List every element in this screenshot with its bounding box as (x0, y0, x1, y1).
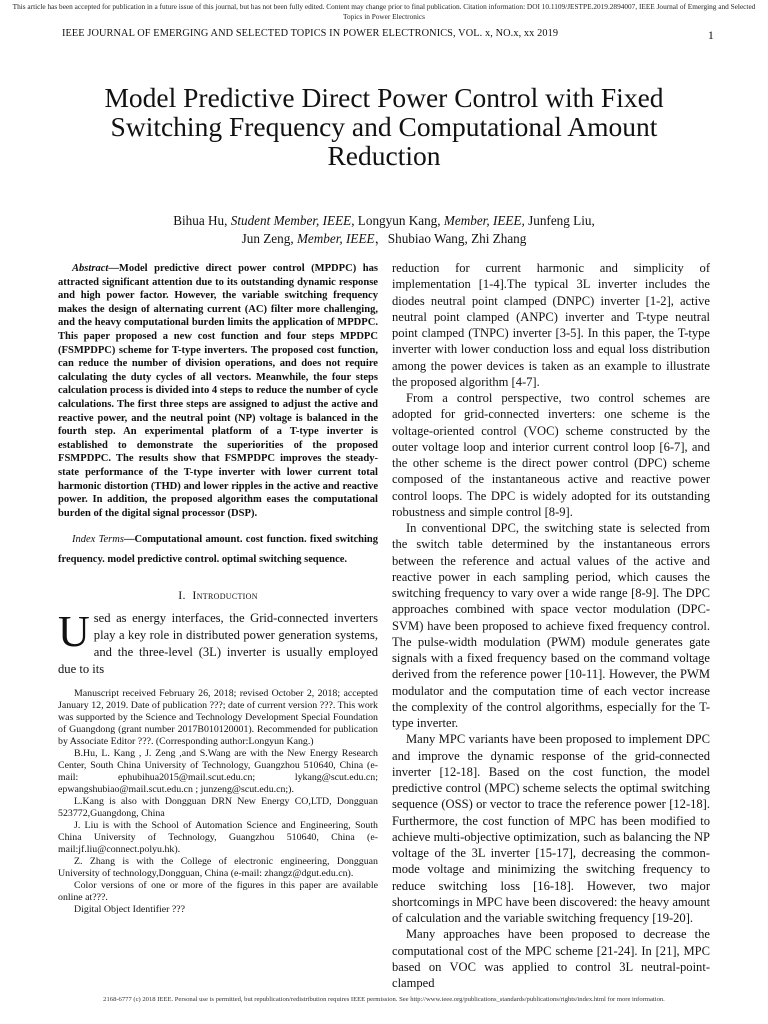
body-paragraph: From a control perspective, two control schemes are adopted for grid-connected inverters: one scheme is the voltage-oriented control (VOC) scheme constructed by the outer voltage loop and interior current control loop [6-7], and the other scheme is the direct power control (DPC) scheme composed of the instantaneous active and reactive power control loops. The DPC is widely adopted for its outstanding robustness and simple control [8-9]. (392, 391, 710, 519)
paper-title: Model Predictive Direct Power Control with Fixed Switching Frequency and Computational Amount Reduction (104, 82, 664, 171)
section-heading-introduction (58, 588, 378, 603)
section-title: Introduction (192, 588, 258, 603)
running-head (62, 28, 714, 42)
author-2-role: Member, IEEE, (443, 213, 525, 228)
running-head-text: IEEE JOURNAL OF EMERGING AND SELECTED TOPICS IN POWER ELECTRONICS, VOL. x, NO.x, xx 2019 (62, 28, 559, 39)
intro-text: sed as energy interfaces, the Grid-connected inverters play a key role in distributed power generation systems, and the three-level (3L) inverter is usually employed due to its (58, 611, 378, 677)
abstract-text: —Model predictive direct power control (MPDPC) has attracted significant attention due to its outstanding dynamic response and high power factor. However, the variable switching frequency makes the design of alternating current (AC) filter more challenging, and the heavy computational burden limits the application of MPDPC. This paper proposed a new cost function and four steps MPDPC (FSMPDPC) scheme for T-type inverters. The proposed cost function, can reduce the number of division operations, and does not require calculating the duty cycles of all vectors. Meanwhile, the four steps calculation process is divided into 4 steps to reduce the number of cycle calculations. The first three steps are assigned to adjust the active and reactive power, and the neutral point (NP) voltage is balanced in the fourth step. An experimental platform of a T-type inverter is established to demonstrate the superiorities of the proposed FSMPDPC. The results show that FSMPDPC improves the steady-state performance of the T-type inverter with lower current total harmonic distortion (THD) and lower ripples in the active and reactive power. In addition, the proposed algorithm eases the computational burden of the digital signal processor (DSP). (58, 263, 378, 519)
author-1-role: Student Member, IEEE (230, 213, 352, 228)
intro-paragraph (58, 607, 378, 678)
footnote-affiliation-1: B.Hu, L. Kang , J. Zeng ,and S.Wang are with the New Energy Research Center, South China University of Technology, Guangzhou 510640, China (e-mail: ephubihua2015@mail.scut.edu.cn; lykang@scut.edu.cn; epwangshubiao@mail.scut.edu.cn ; junzeng@scut.edu.cn;). (58, 748, 378, 796)
drop-cap: U (58, 607, 90, 657)
section-number: I. (178, 588, 186, 603)
body-paragraph: In conventional DPC, the switching state is selected from the switch table determined by the instantaneous errors between the reference and actual values of the active and reactive power in each sampling period, which causes the switching frequency to vary over a wide range [8-9]. The DPC approaches combined with space vector modulation (DPC-SVM) have been proposed to achieve fixed frequency control. The pulse-width modulation (PWM) module generates gate signals with a fixed frequency based on the command voltage derived from the reference power [10-11]. However, the PWM modulator and the computation time of each vector increase the complexity of the control algorithms, especially for the T-type inverter. (392, 521, 710, 730)
index-terms-text: —Computational amount. cost function. fixed switching frequency. model predictive control. optimal switching sequence. (58, 534, 378, 566)
index-terms-label: Index Terms (72, 534, 124, 546)
footnote-affiliation-2: L.Kang is also with Dongguan DRN New Energy CO,LTD, Dongguan 523772,Guangdong, China (58, 796, 378, 820)
abstract (58, 262, 378, 520)
abstract-label: Abstract (72, 263, 109, 274)
author-5: ，Shubiao Wang, Zhi Zhang (374, 231, 527, 246)
body-paragraph: Many approaches have been proposed to decrease the computational cost of the MPC scheme [21-24]. In [21], MPC based on VOC was applied to control 3L neutral-point-clamped (392, 927, 710, 990)
footnote-doi: Digital Object Identifier ??? (74, 904, 186, 916)
body-paragraph: reduction for current harmonic and simplicity of implementation [1-4].The typical 3L inverter includes the diodes neutral point clamped (DNPC) inverter [1-2], active neutral point clamped (ANPC) inverter and T-type neutral point clamped (TNPC) inverter [3-5]. In this paper, the T-type inverter with lower conduction loss and equal loss distribution among the power devices is taken as an example to illustrate the proposed algorithm [4-7]. (392, 261, 710, 389)
body-paragraph: Many MPC variants have been proposed to implement DPC and improve the dynamic response of the grid-connected inverter [12-18]. Based on the cost function, the model predictive control (MPC) scheme selects the optimal switching sequence (OSS) or vector to trace the reference power [12-18]. Furthermore, the cost function of MPC has been modified to achieve multi-objective optimization, such as balancing the NP voltage of the 3L inverter [15-17], decreasing the common-mode voltage and minimizing the switching frequency to reduce switching loss [16-18]. However, two major shortcomings in MPC have been discovered: the heavy amount of calculation and the variable switching frequency [19-20]. (392, 732, 710, 925)
author-1: Bihua Hu, (173, 213, 231, 228)
index-terms (58, 530, 378, 570)
right-column (392, 260, 710, 991)
author-4: Jun Zeng, (241, 231, 297, 246)
author-list (60, 212, 708, 248)
left-column (58, 262, 378, 916)
author-3: Junfeng Liu, (524, 213, 595, 228)
footnotes (58, 688, 378, 916)
page-number: 1 (707, 28, 714, 42)
author-4-role: Member, IEEE (296, 231, 375, 246)
footnote-manuscript: Manuscript received February 26, 2018; revised October 2, 2018; accepted January 12, 2019. Date of publication ???; date of current version ???. This work was supported by the Science and Technology Development Special Foundation of Guangdong (grant number 2017B010120001). Recommended for publication by Associate Editor ???. (Corresponding author:Longyun Kang.) (58, 688, 378, 748)
copyright-footer: 2168-6777 (c) 2018 IEEE. Personal use is permitted, but republication/redistribution requires IEEE permission. See http://www.ieee.org/publications_standards/publications/rights/index.html for more information. (103, 996, 665, 1003)
footnote-affiliation-4: Z. Zhang is with the College of electronic engineering, Dongguan University of technology,Dongguan, China (e-mail: zhangz@dgut.edu.cn). (58, 856, 378, 880)
publication-notice: This article has been accepted for publication in a future issue of this journal, but has not been fully edited. Content may change prior to final publication. Citation information: DOI 10.1109/JESTPE.2019.2894007, IEEE Journal of Emerging and Selected Topics in Power Electronics (12, 2, 756, 21)
footnote-color: Color versions of one or more of the figures in this paper are available online at???. (58, 880, 378, 904)
author-2: , Longyun Kang, (351, 213, 444, 228)
footnote-affiliation-3: J. Liu is with the School of Automation Science and Engineering, South China University of Technology, Guangzhou 510640, China (e-mail:jf.liu@connect.polyu.hk). (58, 820, 378, 856)
